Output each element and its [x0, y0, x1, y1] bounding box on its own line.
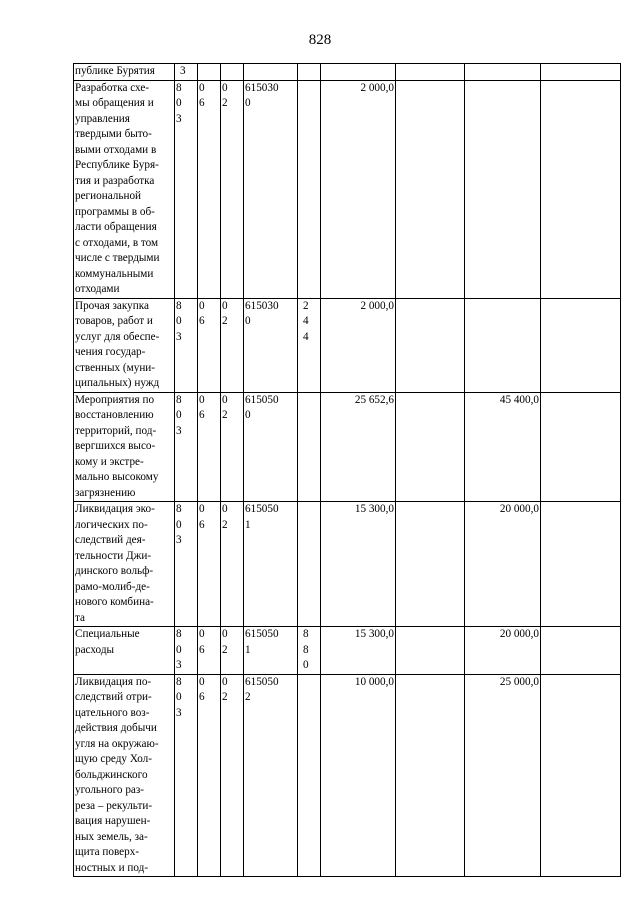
amount-year2-extra	[541, 627, 621, 675]
csr-code: 615030 0	[244, 80, 298, 298]
amount-year1-extra	[396, 674, 465, 877]
vr-code	[298, 674, 321, 877]
table-row	[74, 502, 621, 627]
rz-code	[198, 64, 221, 81]
rz-code: 0 6	[198, 502, 221, 627]
amount-year1: 25 652,6	[321, 392, 396, 502]
budget-table	[73, 63, 621, 877]
pr-code: 0 2	[221, 674, 244, 877]
table-row	[74, 392, 621, 502]
amount-year2-extra	[541, 80, 621, 298]
table-row	[74, 298, 621, 392]
amount-year2-extra	[541, 64, 621, 81]
vr-code: 2 4 4	[298, 298, 321, 392]
gr-code: 8 0 3	[175, 674, 198, 877]
amount-year2-extra	[541, 298, 621, 392]
csr-code: 615030 0	[244, 298, 298, 392]
amount-year1-extra	[396, 80, 465, 298]
amount-year2-extra	[541, 502, 621, 627]
csr-code: 615050 1	[244, 627, 298, 675]
table-row	[74, 64, 621, 81]
rz-code: 0 6	[198, 392, 221, 502]
amount-year2: 20 000,0	[465, 502, 541, 627]
pr-code: 0 2	[221, 627, 244, 675]
gr-code: 8 0 3	[175, 627, 198, 675]
vr-code	[298, 392, 321, 502]
amount-year2: 45 400,0	[465, 392, 541, 502]
rz-code: 0 6	[198, 298, 221, 392]
rz-code: 0 6	[198, 80, 221, 298]
amount-year2: 25 000,0	[465, 674, 541, 877]
table-row	[74, 80, 621, 298]
rz-code: 0 6	[198, 674, 221, 877]
csr-code: 615050 1	[244, 502, 298, 627]
amount-year1: 2 000,0	[321, 80, 396, 298]
amount-year1-extra	[396, 64, 465, 81]
vr-code	[298, 80, 321, 298]
amount-year1-extra	[396, 627, 465, 675]
amount-year2	[465, 80, 541, 298]
csr-code	[244, 64, 298, 81]
pr-code: 0 2	[221, 80, 244, 298]
pr-code	[221, 64, 244, 81]
pr-code: 0 2	[221, 392, 244, 502]
amount-year2-extra	[541, 674, 621, 877]
amount-year2-extra	[541, 392, 621, 502]
gr-code: 8 0 3	[175, 298, 198, 392]
table-row	[74, 627, 621, 675]
rz-code: 0 6	[198, 627, 221, 675]
csr-code: 615050 0	[244, 392, 298, 502]
amount-year1: 10 000,0	[321, 674, 396, 877]
amount-year1: 15 300,0	[321, 627, 396, 675]
row-name: Мероприятия по восстановлению территорий, под- вергшихся высо- кому и экстре- мально высокому загрязнению	[74, 392, 175, 502]
gr-code: 8 0 3	[175, 392, 198, 502]
row-name: Ликвидация эко- логических по- следствий дея- тельности Джи- динского вольф- рамо-молиб-де- нового комбина- та	[74, 502, 175, 627]
amount-year2	[465, 298, 541, 392]
table-row	[74, 674, 621, 877]
gr-code: 8 0 3	[175, 502, 198, 627]
csr-code: 615050 2	[244, 674, 298, 877]
amount-year1-extra	[396, 392, 465, 502]
row-name: публике Бурятия	[74, 64, 175, 81]
vr-code: 8 8 0	[298, 627, 321, 675]
vr-code	[298, 502, 321, 627]
amount-year1	[321, 64, 396, 81]
row-name: Специальные расходы	[74, 627, 175, 675]
row-name: Прочая закупка товаров, работ и услуг для обеспе- чения государ- ственных (муни- ципальных) нужд	[74, 298, 175, 392]
vr-code	[298, 64, 321, 81]
amount-year1-extra	[396, 502, 465, 627]
page-number: 828	[308, 32, 332, 48]
pr-code: 0 2	[221, 502, 244, 627]
amount-year2	[465, 64, 541, 81]
gr-code: 8 0 3	[175, 80, 198, 298]
amount-year1-extra	[396, 298, 465, 392]
amount-year1: 15 300,0	[321, 502, 396, 627]
gr-code: 3	[175, 64, 198, 81]
row-name: Ликвидация по- следствий отри- цательного воз- действия добычи угля на окружаю- щую среду Хол- больджинского угольного раз- реза – рекульти- вация нарушен- ных земель, за- щита поверх- ностных и под-	[74, 674, 175, 877]
pr-code: 0 2	[221, 298, 244, 392]
row-name: Разработка схе- мы обращения и управления твердыми быто- выми отходами в Республике Буря- тия и разработка региональной программы в об- ласти обращения с отходами, в том числе с твердыми коммунальными отходами	[74, 80, 175, 298]
amount-year2: 20 000,0	[465, 627, 541, 675]
amount-year1: 2 000,0	[321, 298, 396, 392]
